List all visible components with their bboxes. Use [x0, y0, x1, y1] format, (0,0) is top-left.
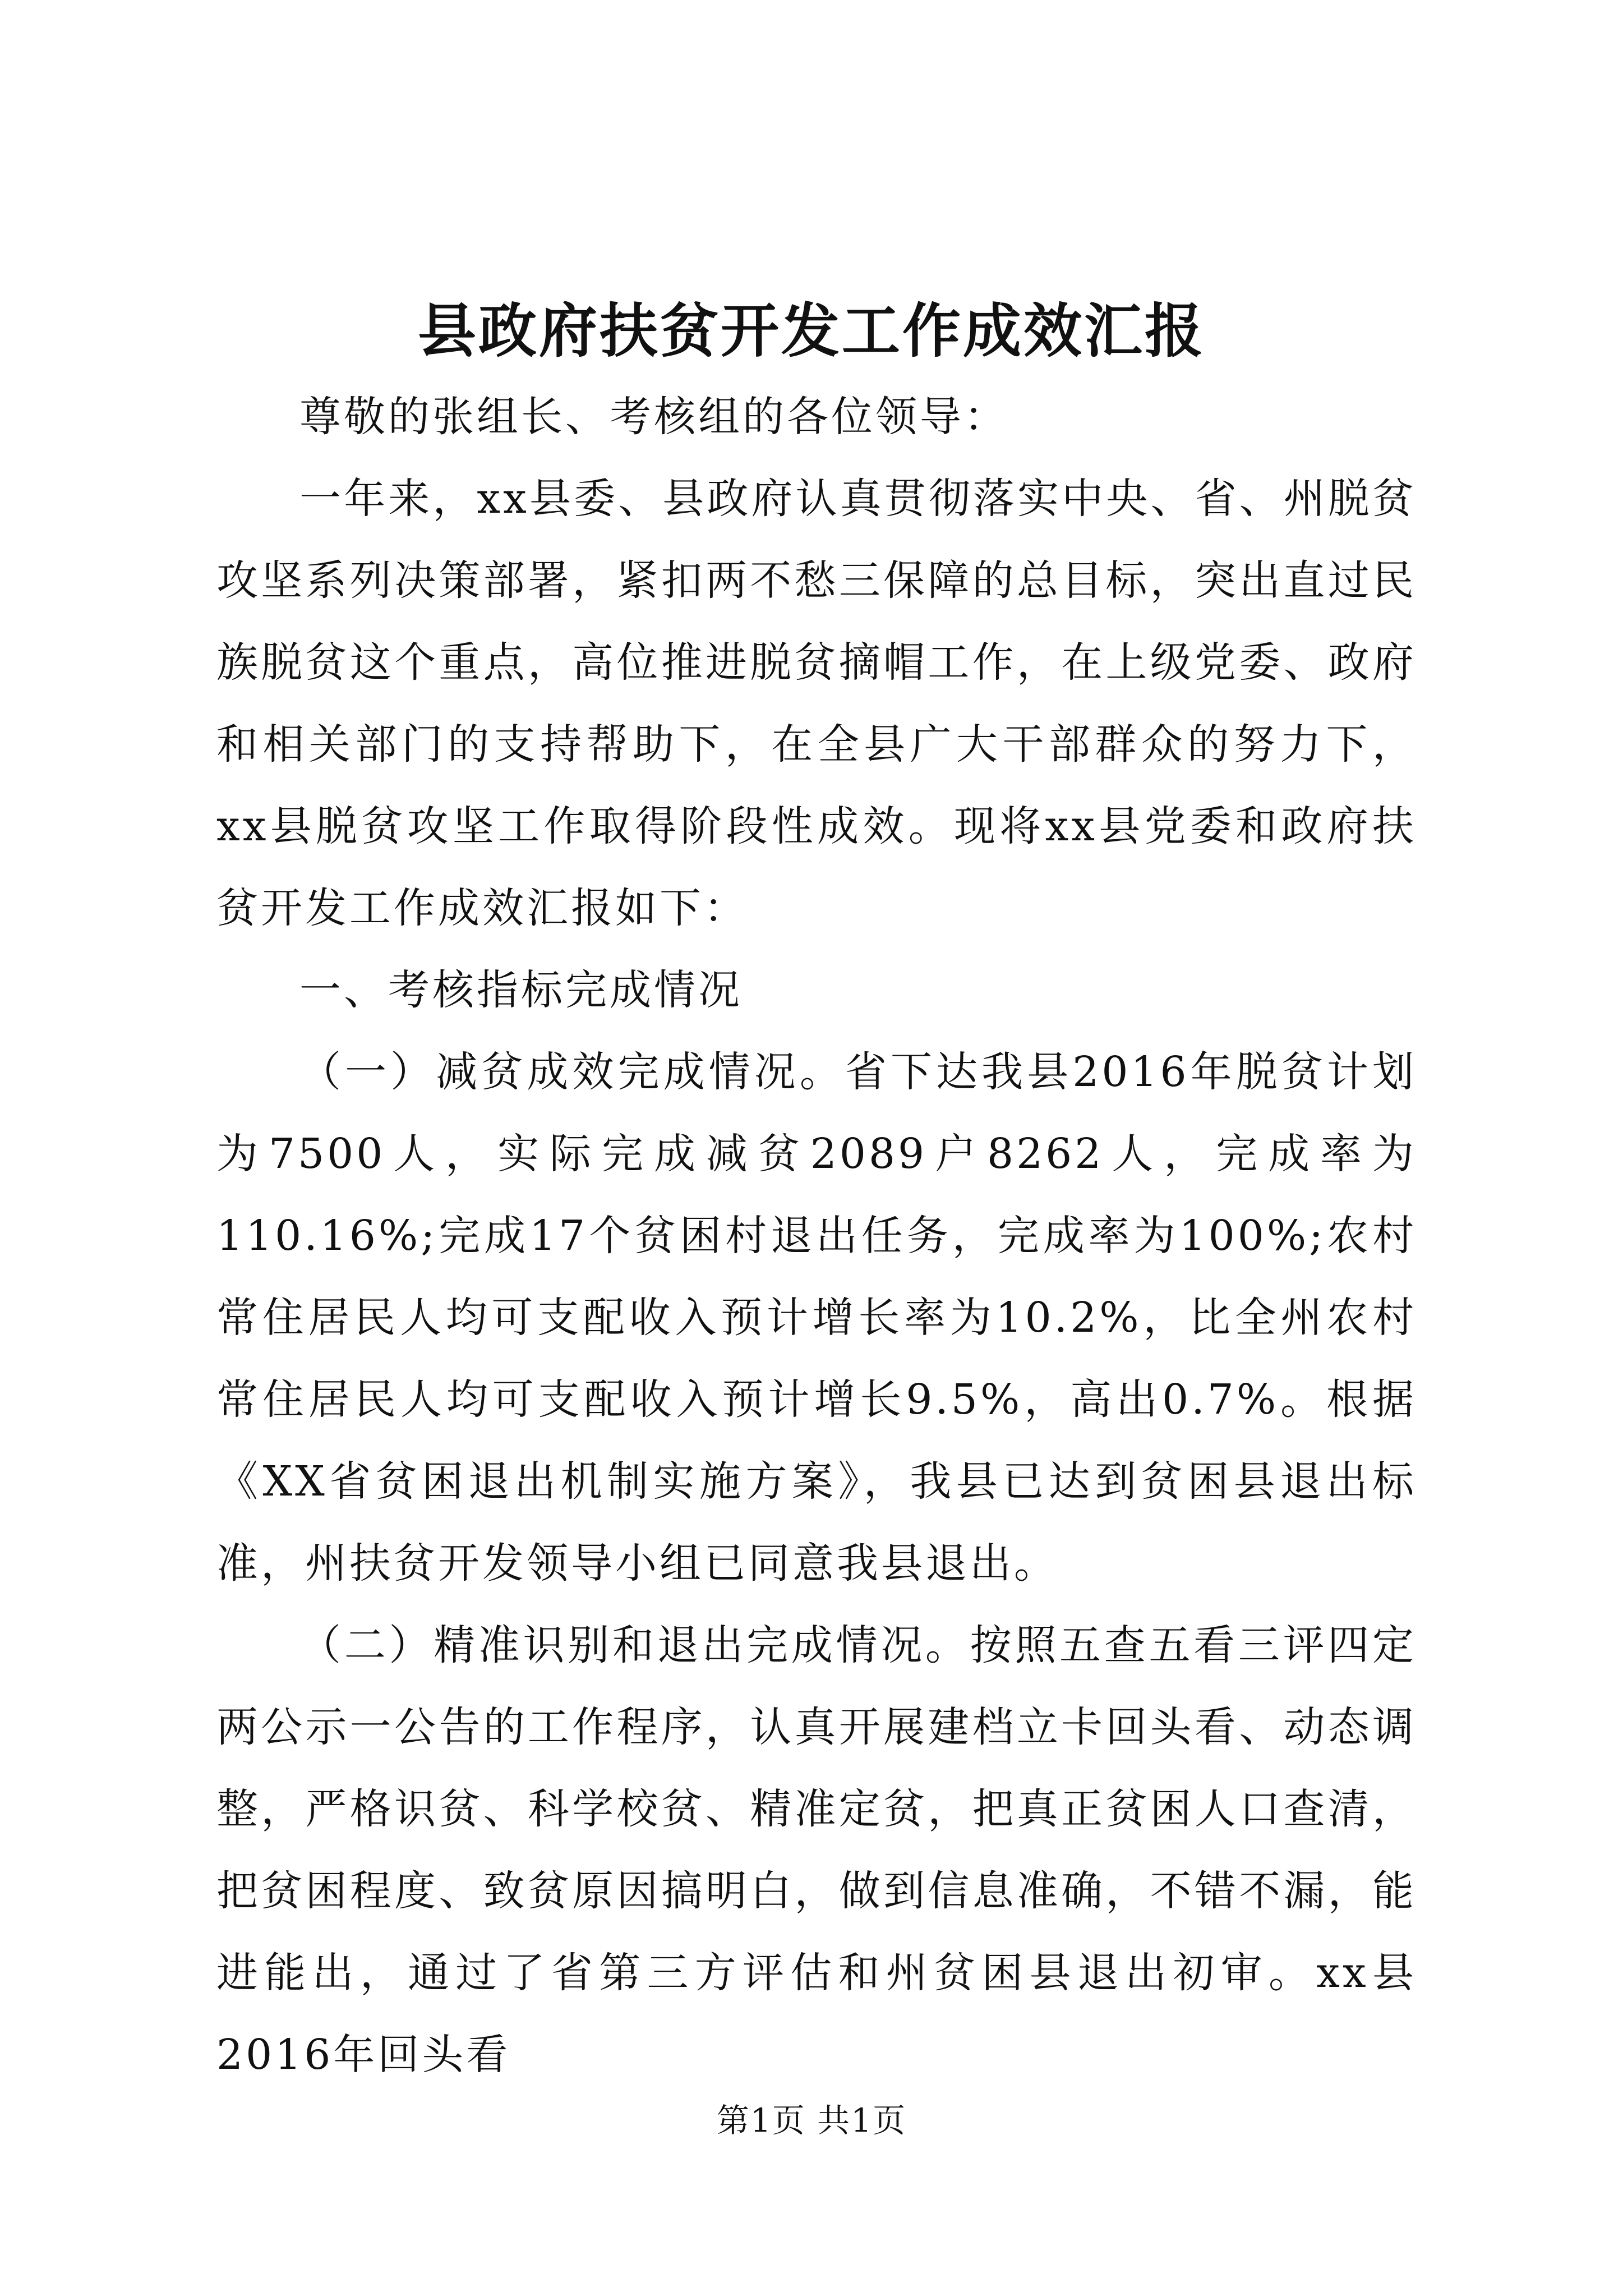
document-body — [216, 376, 1417, 2096]
page-footer: 第1页 共1页 — [716, 2101, 907, 2139]
salutation: 尊敬的张组长、考核组的各位领导： — [299, 393, 1008, 441]
paragraph-poverty-reduction: （一）减贫成效完成情况。省下达我县2016年脱贫计划为7500人，实际完成减贫2089户8262人，完成率为110.16%;完成17个贫困村退出任务，完成率为100%;农村常住居民人均可支配收入预计增长率为10.2%，比全州农村常住居民人均可支配收入预计增长9.5%，高出0.7%。根据《XX省贫困退出机制实施方案》，我县已达到贫困县退出标准，州扶贫开发领导小组已同意我县退出。 — [216, 1048, 1417, 1588]
document-title: 县政府扶贫开发工作成效汇报 — [417, 296, 1205, 365]
paragraph-intro: 一年来，xx县委、县政府认真贯彻落实中央、省、州脱贫攻坚系列决策部署，紧扣两不愁三保障的总目标，突出直过民族脱贫这个重点，高位推进脱贫摘帽工作，在上级党委、政府和相关部门的支持帮助下，在全县广大干部群众的努力下，xx县脱贫攻坚工作取得阶段性成效。现将xx县党委和政府扶贫开发工作成效汇报如下： — [216, 475, 1417, 932]
paragraph-precise-identification: （二）精准识别和退出完成情况。按照五查五看三评四定两公示一公告的工作程序，认真开展建档立卡回头看、动态调整，严格识贫、科学校贫、精准定贫，把真正贫困人口查清，把贫困程度、致贫原因搞明白，做到信息准确，不错不漏，能进能出，通过了省第三方评估和州贫困县退出初审。xx县2016年回头看 — [216, 1621, 1417, 2079]
section-heading: 一、考核指标完成情况 — [299, 966, 743, 1014]
